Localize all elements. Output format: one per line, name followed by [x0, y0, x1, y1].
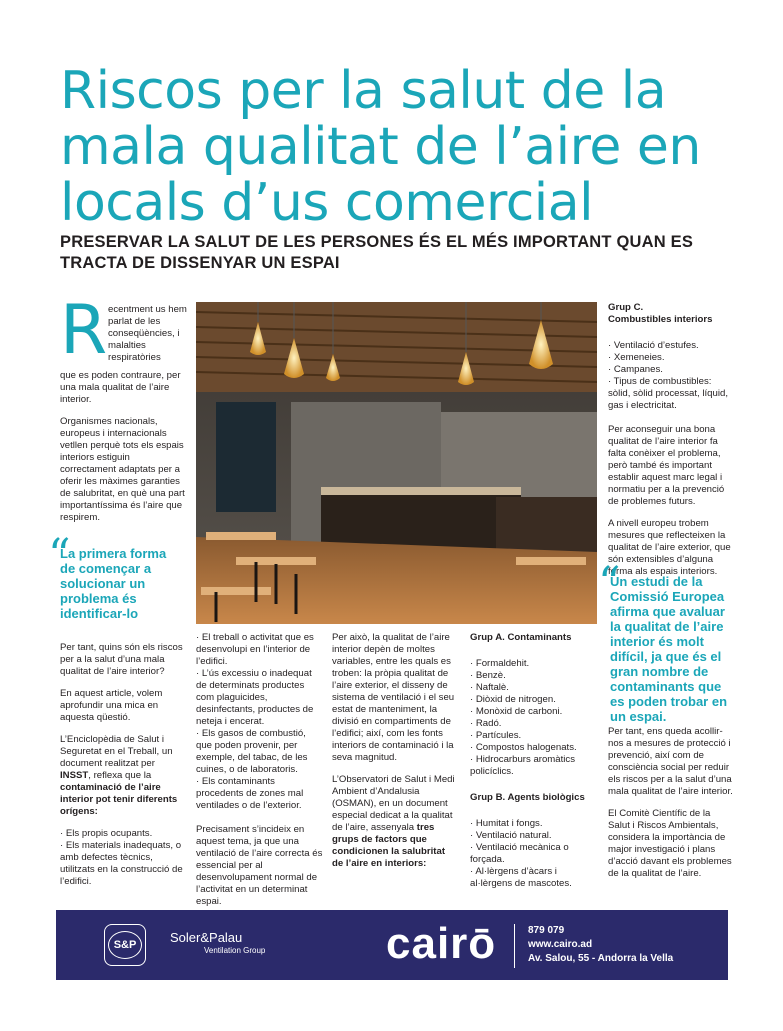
paragraph: A nivell europeu trobem mesures que reflecteixen la qualitat de l’aire exterior, que són extensibles d’alguna forma als espais interiors.	[608, 518, 731, 577]
group-c-title: Grup C.	[608, 302, 644, 313]
list-item: · Compostos halogenats.	[470, 742, 577, 753]
bullet-list	[196, 632, 324, 812]
cairo-logo: cairō	[386, 919, 497, 968]
intro-text-top: ecentment us hem parlat de les conseqüències, i malalties respiratòries	[108, 304, 187, 363]
quote-icon: “	[48, 530, 71, 581]
column-2	[196, 632, 324, 918]
brand-subtitle: Ventilation Group	[204, 946, 266, 955]
list-item: · Partícules.	[470, 730, 522, 741]
column-5	[608, 302, 734, 588]
divider	[514, 924, 515, 968]
paragraph: El Comitè Científic de la Salut i Riscos Ambientals, considera la importància de major investigació i plans d’acció davant els problemes de la qualitat de l’aire.	[608, 808, 732, 879]
sp-logo-mark: S&P	[108, 931, 142, 959]
column-3	[332, 632, 458, 880]
paragraph: Per aconseguir una bona qualitat de l’aire interior fa falta conèixer el problema, però també és important establir aquest marc legal i normatiu per a la prevenció de problemes futurs.	[608, 424, 725, 507]
list-item: · Naftalè.	[470, 682, 509, 693]
column-1	[60, 370, 186, 534]
list-item: · Hidrocarburs aromàtics policíclics.	[470, 754, 576, 777]
advertisement-banner	[56, 910, 728, 980]
bullet-list	[470, 658, 596, 778]
paragraph: Per tant, quins són els riscos per a la salut d’una mala qualitat de l’aire interior?	[60, 642, 183, 677]
paragraph: En aquest article, volem aprofundir una mica en aquesta qüestió.	[60, 688, 163, 723]
pull-quote: La primera forma de començar a solucionar un problema és identificar-lo	[60, 546, 167, 621]
address: Av. Salou, 55 - Andorra la Vella	[528, 953, 674, 964]
column-1-lower	[60, 642, 186, 888]
list-item: · Els propis ocupants.	[60, 828, 153, 839]
paragraph: Precisament s’incideix en aquest tema, ja que una ventilació de l’aire correcta és essencial per al desenvolupament normal de l’activitat en un determinat espai.	[196, 824, 323, 907]
group-c-subtitle: Combustibles interiors	[608, 314, 713, 325]
quote-icon: “	[598, 558, 621, 609]
group-b-title: Grup B. Agents biològics	[470, 792, 585, 803]
list-item: · Diòxid de nitrogen.	[470, 694, 556, 705]
phone: 879 079	[528, 925, 565, 936]
list-item: · Radó.	[470, 718, 502, 729]
list-item: · Formaldehit.	[470, 658, 530, 669]
pull-quote: Un estudi de la Comissió Europea afirma que avaluar la qualitat de l’aire interior és molt difícil, ja que és el gran nombre de contaminants que es poden trobar en un espai.	[610, 574, 728, 724]
list-item: · Monòxid de carboni.	[470, 706, 563, 717]
bullet-list	[608, 340, 734, 412]
list-item: · Ventilació mecànica o forçada.	[470, 842, 569, 865]
list-item: · Al·lèrgens d’àcars i al·lèrgens de mascotes.	[470, 866, 572, 889]
intro-text-rest: que es poden contraure, per una mala qualitat de l’aire interior.	[60, 370, 181, 405]
list-item: · Els contaminants procedents de zones mal ventilades o de l’exterior.	[196, 776, 304, 811]
list-item: · Els gasos de combustió, que poden provenir, per exemple, del tabac, de les cuines, o de laboratoris.	[196, 728, 308, 775]
list-item: · Humitat i fongs.	[470, 818, 543, 829]
list-item: · Tipus de combustibles: sòlid, sòlid processat, líquid, gas i electricitat.	[608, 376, 728, 411]
bullet-list	[60, 828, 186, 888]
column-5-lower	[608, 726, 734, 890]
list-item: · Ventilació natural.	[470, 830, 552, 841]
paragraph: L’Observatori de Salut i Medi Ambient d’Andalusia (OSMAN), en un document especial dedicat a la qualitat de l’aire, assenyala tres grups de factors que condicionen la salubritat de l’aire en interiors:	[332, 774, 455, 869]
article-title: Riscos per la salut de la mala qualitat de l’aire en locals d’us comercial	[60, 60, 701, 233]
list-item: · Ventilació d’estufes.	[608, 340, 699, 351]
column-4	[470, 632, 596, 890]
group-a-title: Grup A. Contaminants	[470, 632, 572, 643]
article-subtitle: PRESERVAR LA SALUT DE LES PERSONES ÉS EL MÉS IMPORTANT QUAN ES TRACTA DE DISSENYAR UN ESPAI	[60, 233, 694, 272]
list-item: · Xemeneies.	[608, 352, 665, 363]
brand-name: Soler&Palau	[170, 930, 243, 945]
paragraph: Per tant, ens queda acollir-nos a mesures de protecció i prevenció, així com de consciència social per reduir els riscos per a la salut d’una mala qualitat de l’aire interior.	[608, 726, 733, 797]
list-item: · Campanes.	[608, 364, 663, 375]
drop-cap: R	[60, 291, 108, 370]
list-item: · L’ús excessiu o inadequat de determinats productes com plaguicides, desinfectants, productes de neteja i encerat.	[196, 668, 314, 727]
paragraph: Per això, la qualitat de l’aire interior depèn de moltes variables, entre les quals es troben: la pròpia qualitat de l’aire exterior, el disseny de sistema de ventilació i el seu estat de manteniment, la divisió en compartiments de l’edifici; així, com les fonts interiors de contaminació i la seva magnitud.	[332, 632, 455, 763]
list-item: · Els materials inadequats, o amb defectes tècnics, utilitzats en la construcció de l’edifici.	[60, 840, 183, 887]
paragraph: Organismes nacionals, europeus i internacionals vetllen perquè tots els espais interiors estiguin correctament adaptats per a oferir les màximes garanties de salubritat, en què una part importantíssima és l’aire que respirem.	[60, 416, 185, 523]
sp-logo	[104, 924, 146, 966]
list-item: · El treball o activitat que es desenvolupi en l’interior de l’edifici.	[196, 632, 314, 667]
website: www.cairo.ad	[528, 939, 593, 950]
restaurant-photo	[196, 302, 597, 624]
paragraph: L’Enciclopèdia de Salut i Seguretat en el Treball, un document realitzat per INSST, reflexa que la contaminació de l’aire interior pot tenir diferents orígens:	[60, 734, 178, 817]
list-item: · Benzè.	[470, 670, 506, 681]
bullet-list	[470, 818, 596, 890]
